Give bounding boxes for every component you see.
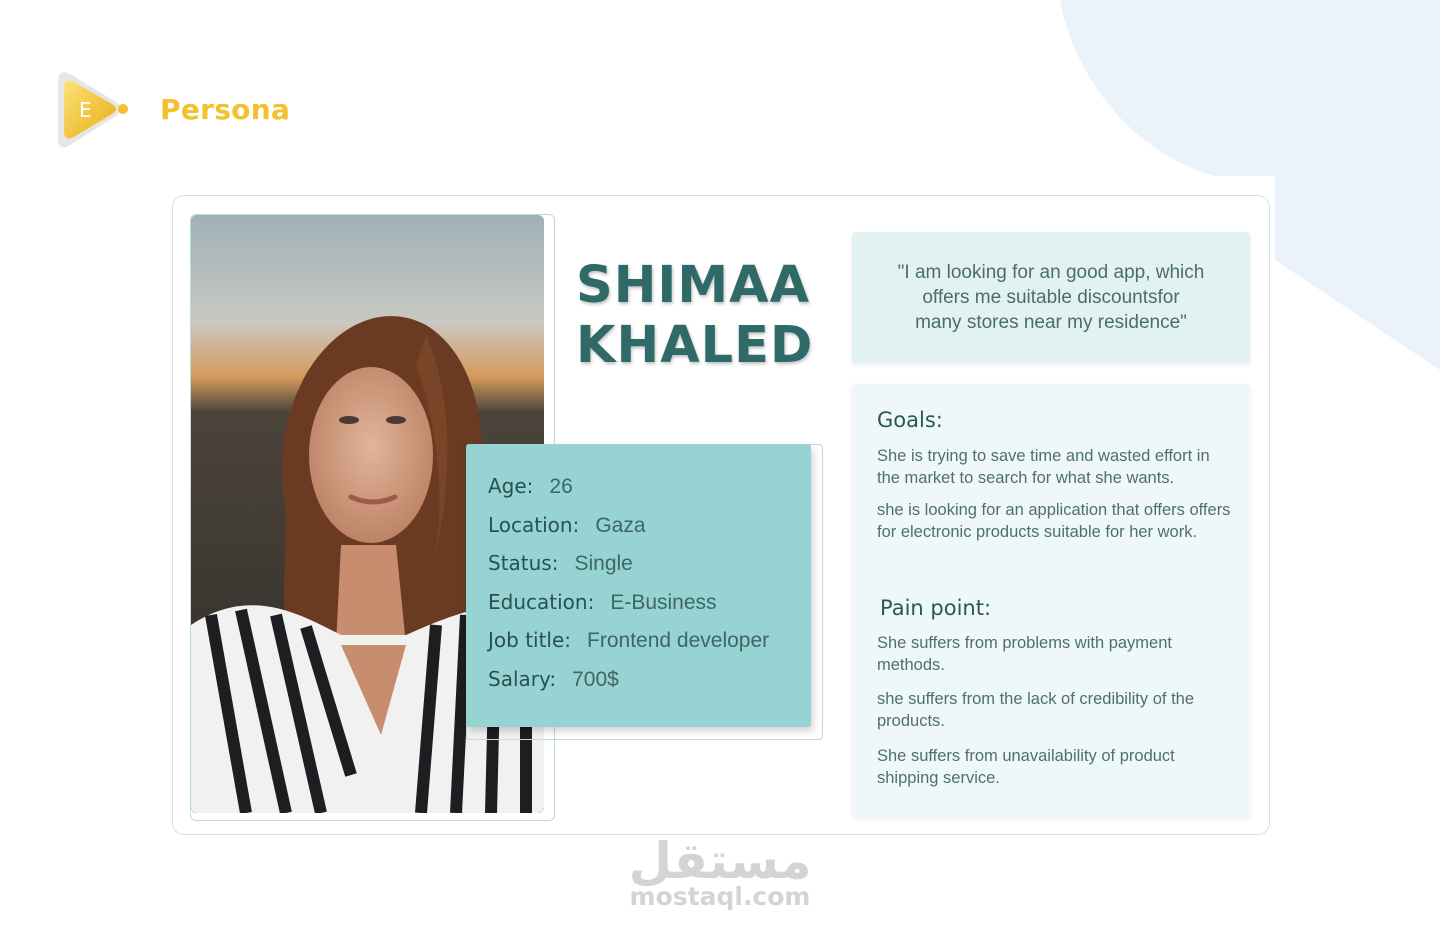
info-label: Location: xyxy=(488,512,580,537)
quote-line: many stores near my residence" xyxy=(915,312,1187,333)
quote-line: offers me suitable discountsfor xyxy=(922,287,1180,308)
goals-heading: Goals: xyxy=(877,408,943,432)
persona-last-name: KHALED xyxy=(576,316,814,375)
persona-first-name: SHIMAA xyxy=(576,256,811,315)
info-row-age xyxy=(488,474,811,513)
persona-info-box xyxy=(466,444,811,727)
watermark-arabic: مستقل xyxy=(628,832,812,890)
page-title: Persona xyxy=(160,93,291,126)
info-row-status xyxy=(488,551,811,590)
info-row-job-title xyxy=(488,628,811,667)
goal-item: she is looking for an application that offers offers for electronic products suitable for her work. xyxy=(877,501,1231,541)
info-row-location xyxy=(488,513,811,552)
persona-name xyxy=(576,256,836,376)
info-label: Salary: xyxy=(488,666,557,691)
pain-point-item: She suffers from problems with payment methods. xyxy=(877,634,1172,674)
pain-point-item: She suffers from unavailability of product shipping service. xyxy=(877,747,1175,787)
goal-item: She is trying to save time and wasted effort in the market to search for what she wants. xyxy=(877,447,1210,487)
info-value: Single xyxy=(574,552,633,575)
pain-point-item: she suffers from the lack of credibility of the products. xyxy=(877,690,1195,730)
quote-line: "I am looking for an good app, which xyxy=(897,262,1205,283)
app-logo-icon xyxy=(50,68,132,152)
info-value: E-Business xyxy=(610,590,717,614)
info-label: Status: xyxy=(488,551,559,575)
watermark-latin: mostaql.com xyxy=(629,882,811,911)
info-value: Frontend developer xyxy=(587,629,770,652)
info-label: Job title: xyxy=(488,628,572,652)
persona-quote xyxy=(852,232,1250,363)
info-row-education xyxy=(488,590,811,629)
info-label: Age: xyxy=(488,474,534,498)
info-value: 26 xyxy=(549,475,573,498)
watermark xyxy=(620,830,820,925)
info-value: Gaza xyxy=(595,513,646,537)
info-value: 700$ xyxy=(572,667,619,691)
info-row-salary xyxy=(488,667,811,706)
logo-letter: E xyxy=(79,98,92,122)
info-label: Education: xyxy=(488,589,595,614)
pain-points-heading: Pain point: xyxy=(880,596,992,620)
